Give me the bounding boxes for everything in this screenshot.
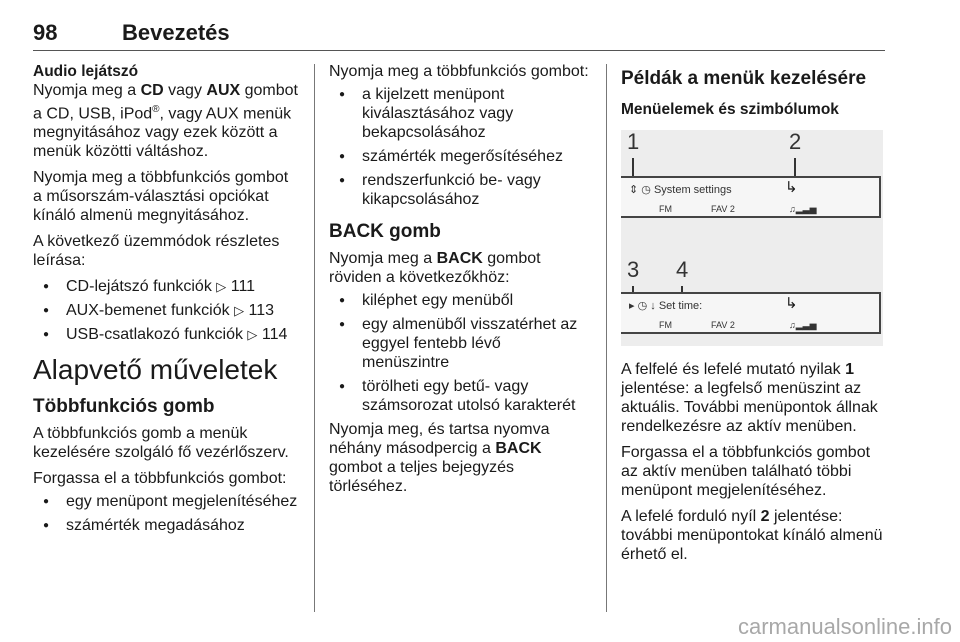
paragraph: Nyomja meg, és tartsa nyomva néhány másodpercig a BACK gombot a teljes bejegyzés törléséhez. — [329, 421, 550, 495]
music-signal-icon: ♫▂▃▅ — [789, 320, 817, 330]
paragraph: Nyomja meg a többfunkciós gombot a műsorszám-választási opciókat kínáló almenü megnyitásához. — [33, 169, 289, 225]
up-down-arrows-icon: ⇕ — [629, 184, 639, 196]
page-ref-icon: ▷ — [234, 303, 245, 319]
menu-illustration — [621, 130, 883, 346]
display-screen-set-time — [621, 292, 881, 334]
list-item: ● rendszerfunkció be- vagy kikapcsolásához — [329, 171, 591, 209]
submenu-arrow-icon: ↳ — [785, 179, 798, 196]
preset-label: FAV 2 — [711, 204, 735, 214]
preset-label: FAV 2 — [711, 320, 735, 330]
submenu-arrow-icon: ↳ — [785, 295, 798, 312]
paragraph: A többfunkciós gomb a menük kezelésére szolgáló fő vezérlőszerv. — [33, 425, 289, 462]
band-label: FM — [659, 204, 672, 214]
list-item: ● CD-lejátszó funkciók ▷ 111 — [33, 277, 301, 296]
aux-button-label: AUX — [206, 82, 241, 99]
down-arrow-icon: ↓ — [650, 300, 656, 312]
paragraph: Forgassa el a többfunkciós gombot az aktív menüben található többi menüpont megjelenítéséhez. — [621, 444, 871, 499]
list-item: ● egy almenüből visszatérhet az eggyel fentebb lévő menüszintre — [329, 315, 591, 372]
paragraph: Nyomja meg a BACK gombot röviden a következőkhöz: — [329, 250, 541, 286]
paragraph: A felfelé és lefelé mutató nyilak 1 jelentése: a legfelső menüszint az aktuális. További menüpontok állnak rendelkezésre az aktív menüben. — [621, 361, 878, 435]
list-item: ● számérték megadásához — [33, 516, 301, 535]
display-screen-system-settings — [621, 176, 881, 218]
list-item: ● AUX-bemenet funkciók ▷ 113 — [33, 301, 301, 320]
list-item: ● egy menüpont megjelenítéséhez — [33, 492, 301, 511]
clock-icon: ◷ — [637, 300, 648, 312]
list-item: ● USB-csatlakozó funkciók ▷ 114 — [33, 325, 301, 344]
list-item: ● számérték megerősítéséhez — [329, 147, 591, 166]
page-ref-icon: ▷ — [247, 327, 258, 343]
paragraph: A lefelé forduló nyíl 2 jelentése: további menüpontokat kínáló almenü érhető el. — [621, 508, 883, 563]
page-header — [33, 0, 885, 51]
press-list — [329, 85, 591, 209]
back-button-heading: BACK gomb — [329, 221, 441, 242]
right-arrow-icon: ▸ — [629, 300, 635, 312]
callout-3: 3 — [627, 257, 640, 282]
callout-4: 4 — [676, 257, 689, 282]
list-item: ● kiléphet egy menüből — [329, 291, 591, 310]
column-divider — [606, 64, 607, 612]
screen-title: System settings — [653, 184, 732, 196]
list-item: ● a kijelzett menüpont kiválasztásához vagy bekapcsolásához — [329, 85, 591, 142]
paragraph: A következő üzemmódok részletes leírása: — [33, 233, 280, 270]
section-heading: Alapvető műveletek — [33, 354, 278, 386]
audio-player-heading: Audio lejátszó — [33, 63, 139, 80]
cd-button-label: CD — [140, 82, 164, 99]
back-button-label: BACK — [495, 440, 542, 457]
examples-heading: Példák a menük kezelésére — [621, 68, 867, 89]
rotate-list — [33, 492, 301, 535]
page-ref-icon: ▷ — [216, 279, 227, 295]
back-list — [329, 291, 591, 415]
column-2 — [329, 62, 591, 503]
page-title: Bevezetés — [122, 20, 230, 45]
band-label: FM — [659, 320, 672, 330]
column-divider — [314, 64, 315, 612]
callout-line — [632, 158, 634, 178]
paragraph: Forgassa el a többfunkciós gombot: — [33, 470, 287, 488]
screen-title: Set time: — [658, 300, 703, 312]
clock-icon: ◷ — [641, 184, 651, 196]
column-3 — [621, 62, 889, 571]
paragraph: Nyomja meg a CD vagy AUX gombot a CD, USB, iPod®, vagy AUX menük megnyitásához vagy ezek között a menük közötti váltáshoz. — [33, 82, 298, 161]
column-1 — [33, 62, 301, 540]
callout-2: 2 — [789, 129, 802, 154]
paragraph: Nyomja meg a többfunkciós gombot: — [329, 63, 589, 80]
page-number: 98 — [33, 20, 58, 45]
music-signal-icon: ♫▂▃▅ — [789, 204, 817, 214]
subsection-heading: Többfunkciós gomb — [33, 396, 215, 418]
back-button-label: BACK — [436, 250, 483, 267]
callout-line — [794, 158, 796, 178]
watermark: carmanualsonline.info — [737, 614, 952, 639]
mode-list — [33, 277, 301, 344]
menu-items-subheading: Menüelemek és szimbólumok — [621, 101, 839, 118]
callout-1: 1 — [627, 129, 640, 154]
list-item: ● törölheti egy betű- vagy számsorozat utolsó karakterét — [329, 377, 591, 415]
